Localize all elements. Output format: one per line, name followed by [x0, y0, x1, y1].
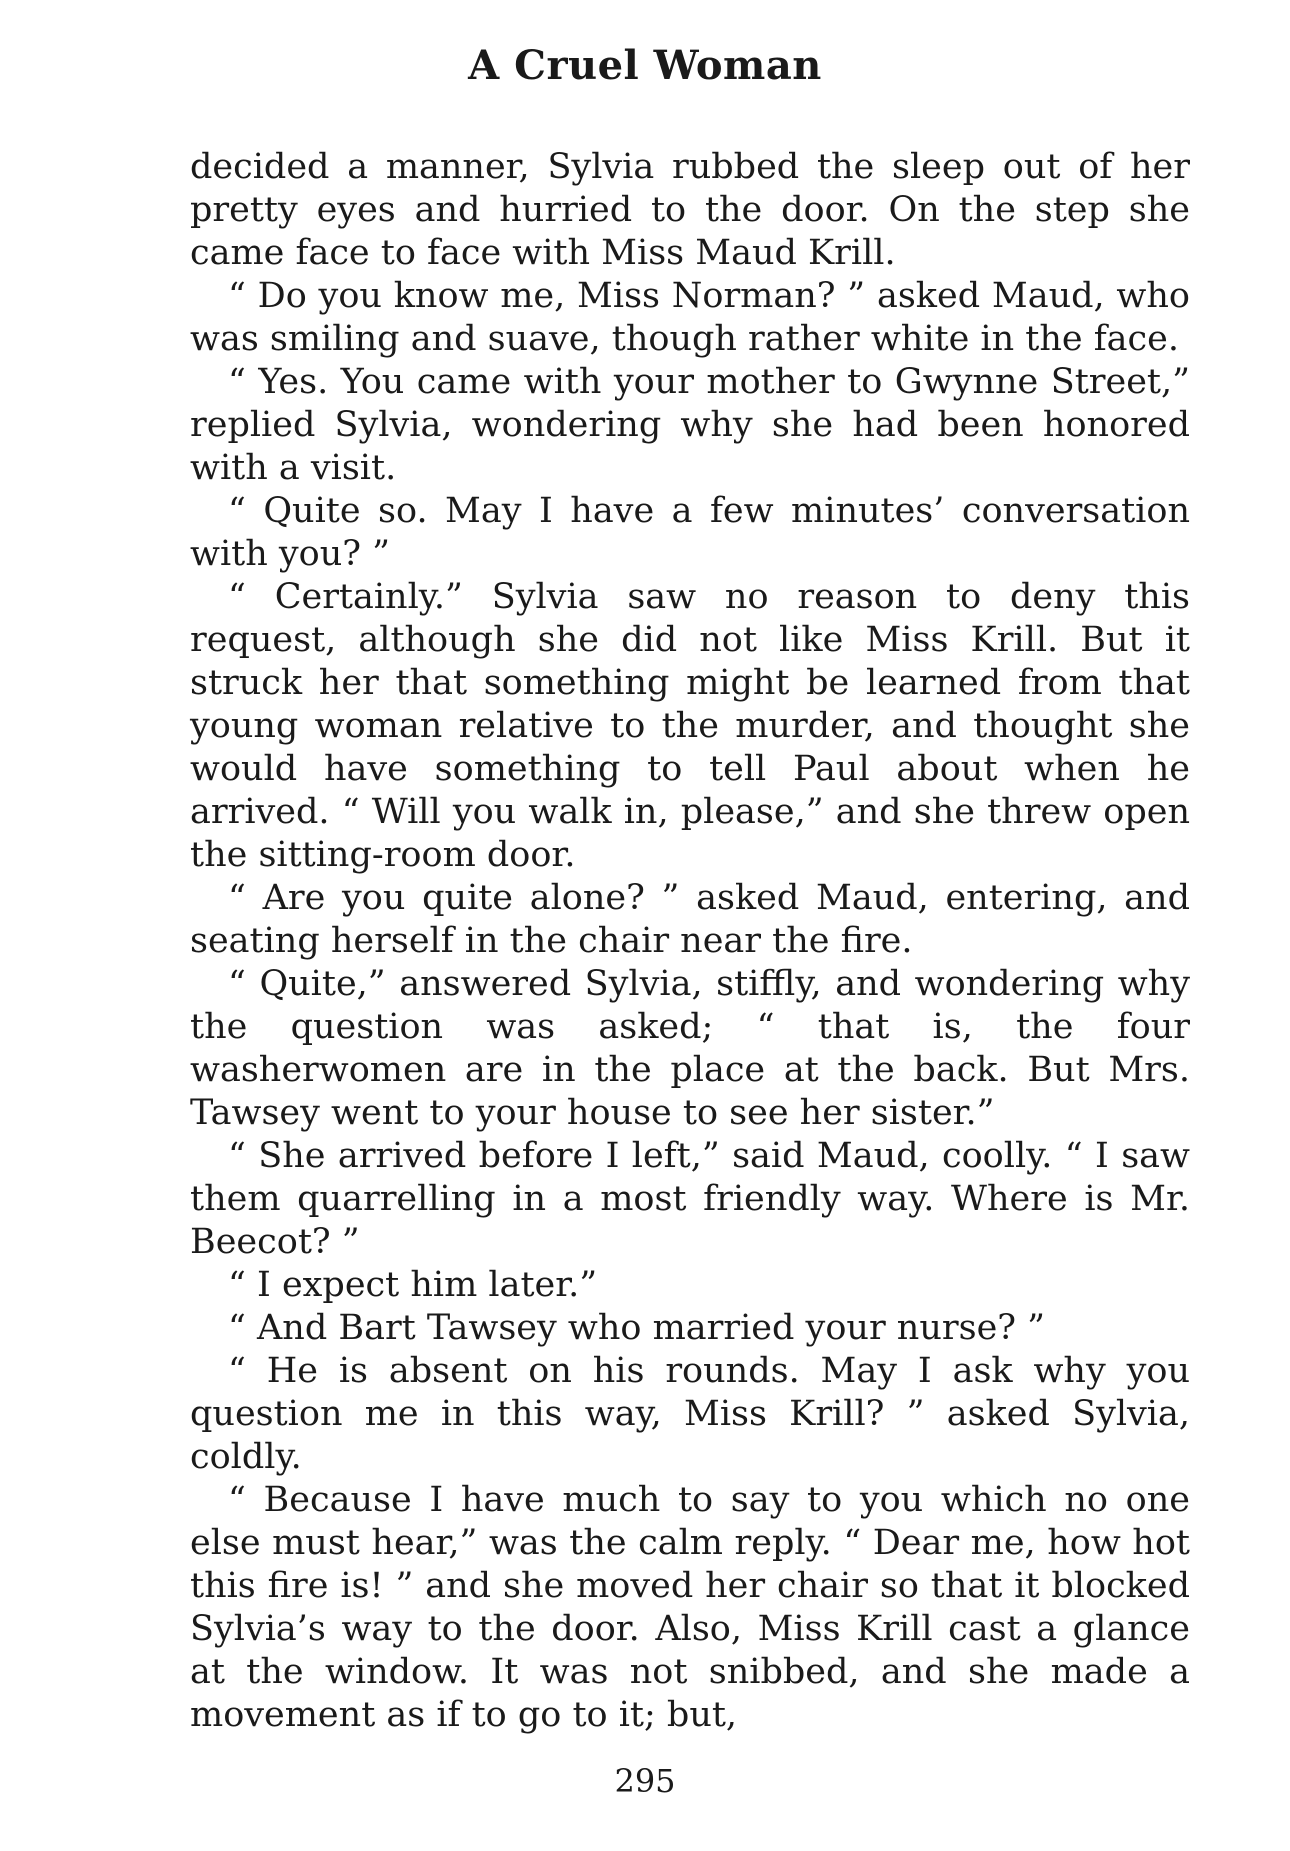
paragraph: “ Yes. You came with your mother to Gwynne Street,” replied Sylvia, wondering why she had been honored with a visit. — [190, 362, 1190, 488]
paragraph: “ And Bart Tawsey who married your nurse? ” — [228, 1308, 1046, 1348]
paragraph: decided a manner, Sylvia rubbed the sleep out of her pretty eyes and hurried to the door. On the step she came face to face with Miss Maud Krill. — [190, 147, 1190, 273]
paragraph: “ Quite so. May I have a few minutes’ conversation with you? ” — [190, 491, 1190, 574]
paragraph: “ He is absent on his rounds. May I ask why you question me in this way, Miss Krill? ” asked Sylvia, coldly. — [190, 1351, 1190, 1477]
paragraph: “ Certainly.” Sylvia saw no reason to deny this request, although she did not like Miss Krill. But it struck her that something might be learned from that young woman relative to the murder, and thought she would have something to tell Paul about when he arrived. “ Will you walk in, please,” and she threw open the sitting-room door. — [190, 577, 1190, 875]
page-number: 295 — [614, 1762, 676, 1800]
paragraph: “ Do you know me, Miss Norman? ” asked Maud, who was smiling and suave, though rather white in the face. — [190, 276, 1190, 359]
body-text — [190, 146, 1190, 1737]
paragraph: “ She arrived before I left,” said Maud, coolly. “ I saw them quarrelling in a most friendly way. Where is Mr. Beecot? ” — [190, 1136, 1190, 1262]
paragraph: “ Are you quite alone? ” asked Maud, entering, and seating herself in the chair near the fire. — [190, 878, 1190, 961]
running-title: A Cruel Woman — [468, 42, 822, 89]
paragraph: “ Because I have much to say to you which no one else must hear,” was the calm reply. “ Dear me, how hot this fire is! ” and she moved her chair so that it blocked Sylvia’s way to the door. Also, Miss Krill cast a glance at the window. It was not snibbed, and she made a movement as if to go to it; but, — [190, 1480, 1190, 1735]
paragraph: “ Quite,” answered Sylvia, stiffly, and wondering why the question was asked; “ that is, the four washerwomen are in the place at the back. But Mrs. Tawsey went to your house to see her sister.” — [190, 964, 1190, 1133]
paragraph: “ I expect him later.” — [228, 1265, 598, 1305]
